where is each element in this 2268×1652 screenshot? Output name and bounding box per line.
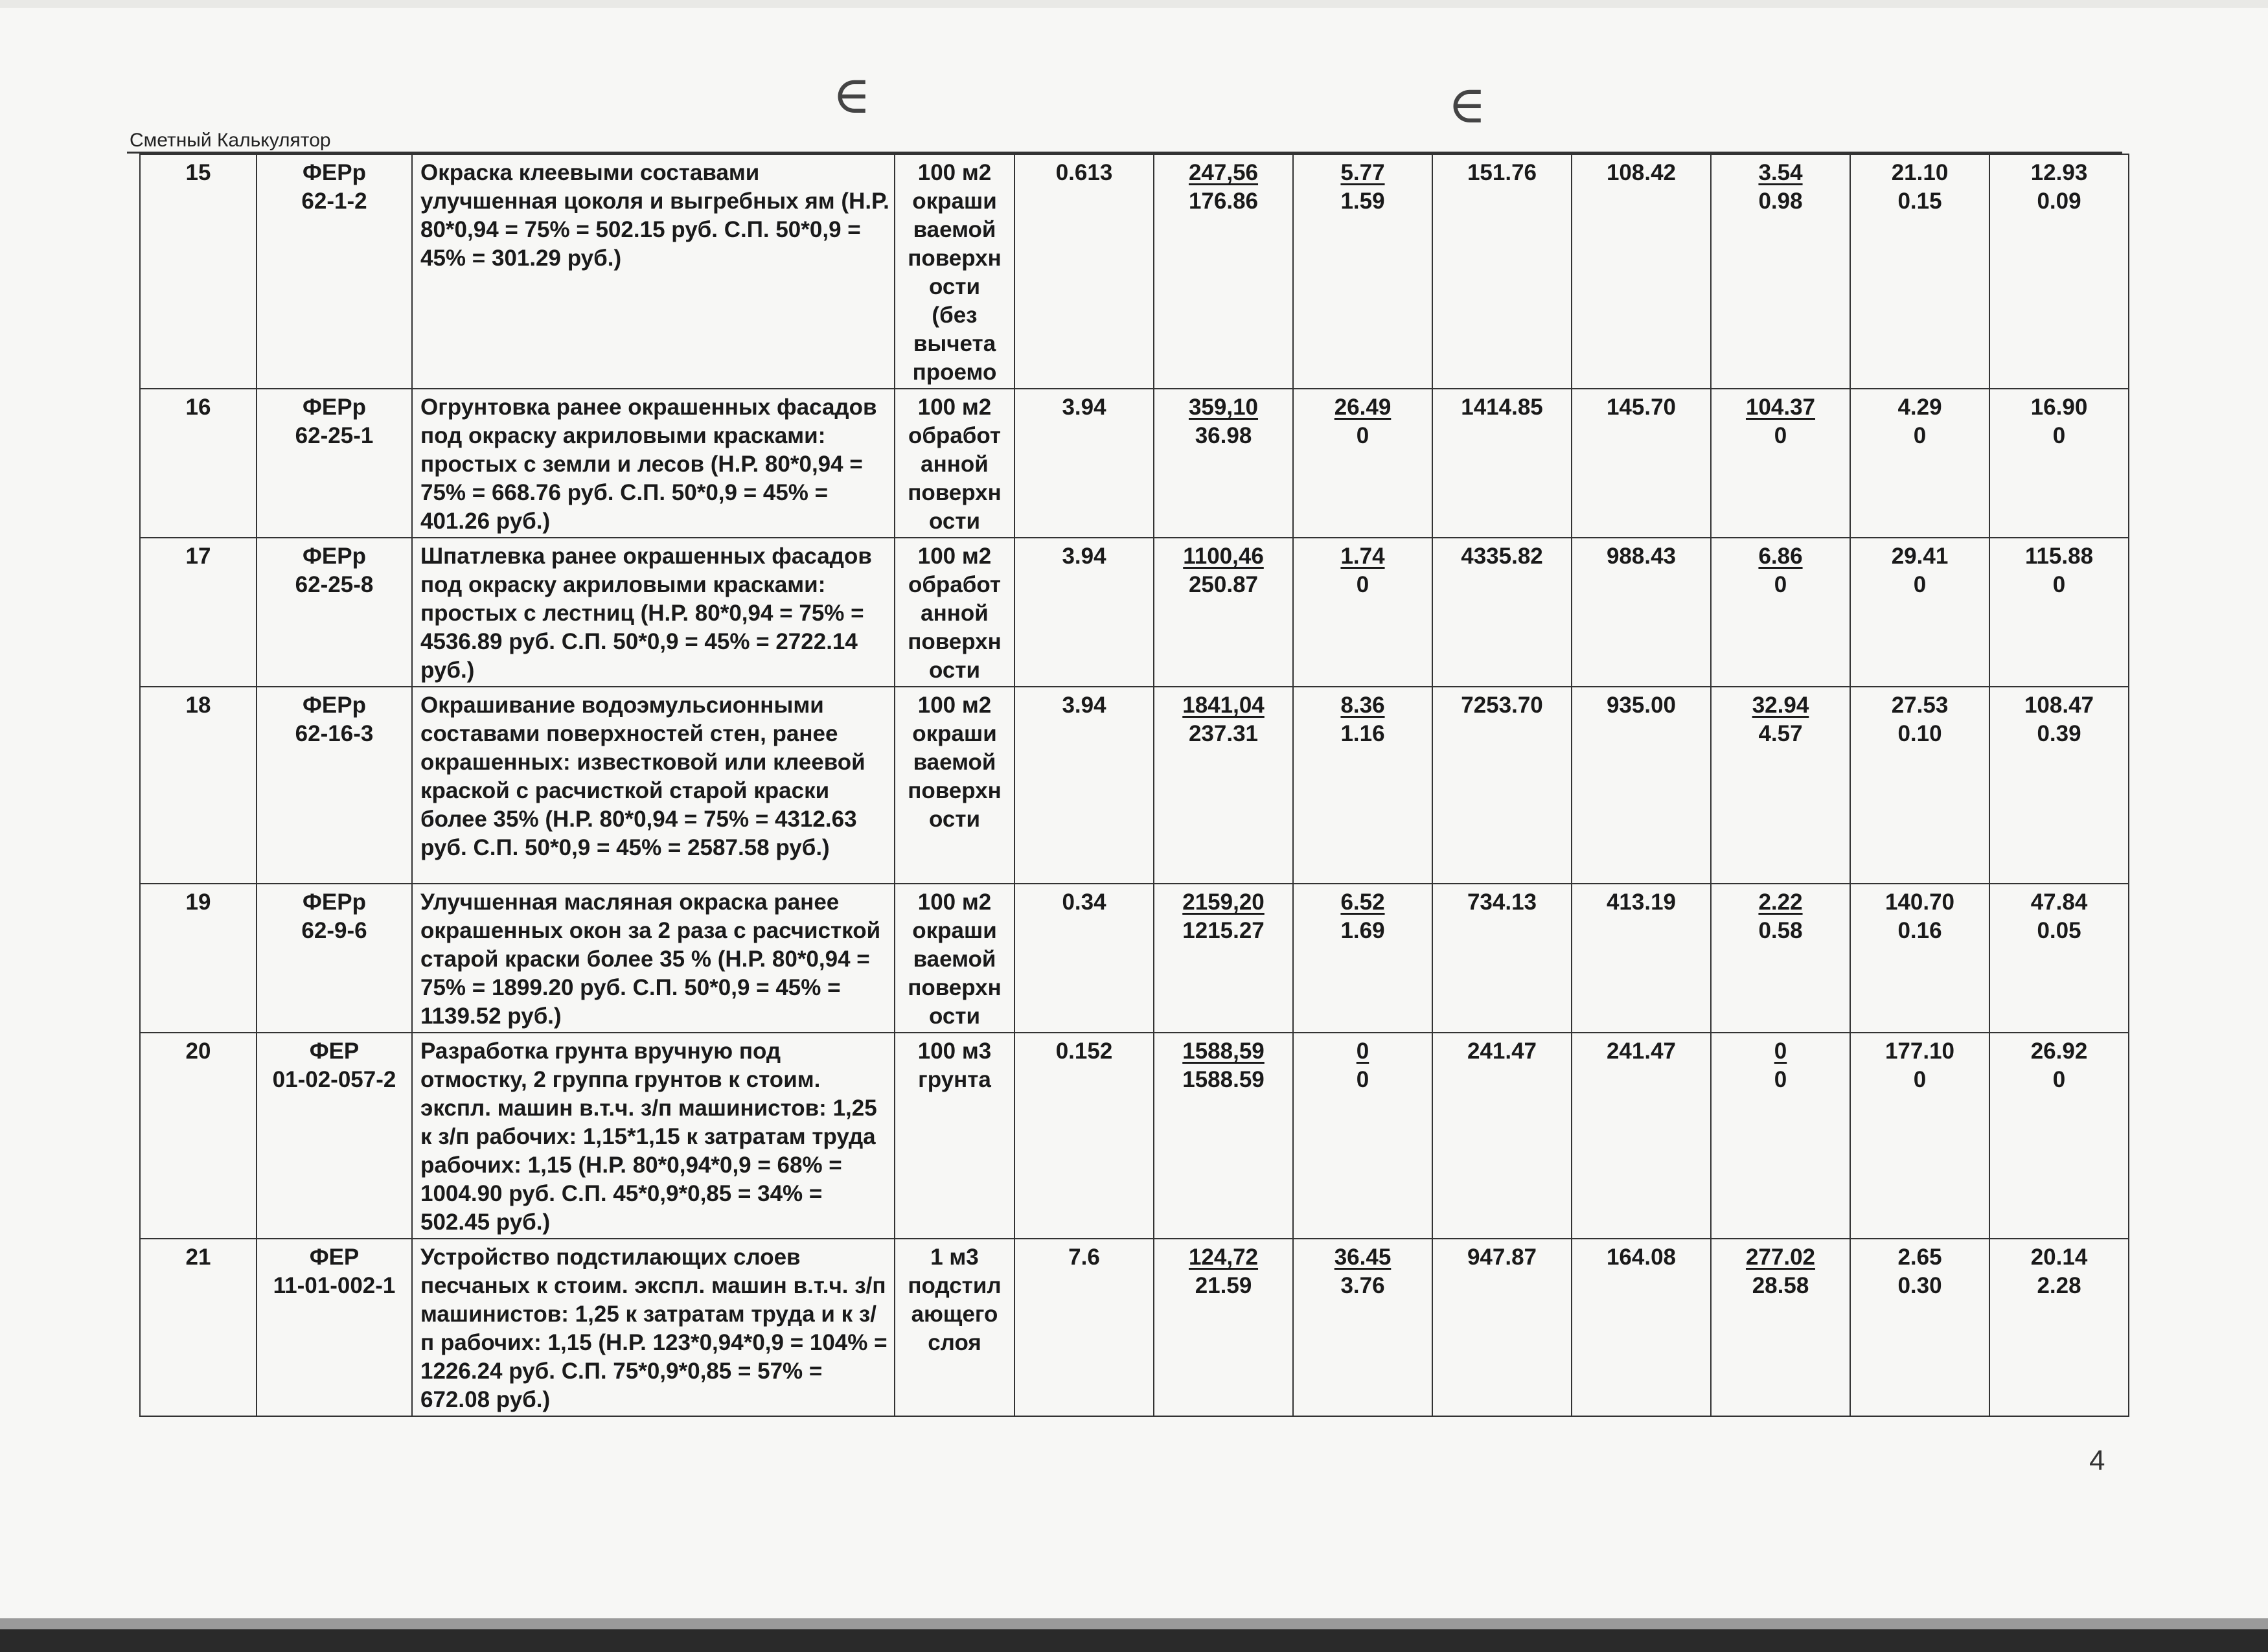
labor-cell-bottom: 0	[1913, 572, 1927, 597]
row-number-cell: 19	[140, 884, 257, 1033]
unit-cell: 100 м3 грунта	[895, 1033, 1014, 1239]
machine-total-cell-bottom: 0.98	[1758, 189, 1803, 214]
machine-total-cell	[1711, 1239, 1850, 1416]
machine-cost-cell	[1293, 538, 1432, 687]
labor-total-cell	[1989, 389, 2129, 538]
scan-bottom-edge	[0, 1629, 2268, 1652]
machine-total-cell-top: 6.86	[1758, 544, 1803, 569]
unit-cell: 100 м2 окраши ваемой поверхн ости	[895, 884, 1014, 1033]
quantity-cell: 0.613	[1014, 154, 1154, 389]
machine-cost-cell-top: 36.45	[1334, 1245, 1392, 1270]
row-number-cell: 18	[140, 687, 257, 884]
labor-total-cell-bottom: 0	[2052, 423, 2066, 448]
labor-cell-bottom: 0.30	[1897, 1273, 1942, 1298]
machine-total-cell	[1711, 1033, 1850, 1239]
work-description-cell: Устройство подстилающих слоев песчаных к стоим. экспл. машин в.т.ч. з/п машинистов: 1,25 к затратам труда и к з/п рабочих: 1,15 (Н.Р. 123*0,94*0,9 = 104% = 1226.24 руб. С.П. 75*0,9*0,85 = 57% = 672.08 руб.)	[412, 1239, 895, 1416]
labor-cell-top: 29.41	[1891, 544, 1949, 569]
work-description-cell: Огрунтовка ранее окрашенных фасадов под окраску акриловыми красками: простых с земли и лесов (Н.Р. 80*0,94 = 75% = 668.76 руб. С.П. 50*0,9 = 45% = 401.26 руб.)	[412, 389, 895, 538]
machine-total-cell-bottom: 0	[1774, 423, 1787, 448]
machine-total-cell-bottom: 0	[1774, 1067, 1787, 1092]
machine-cost-cell-bottom: 3.76	[1340, 1273, 1385, 1298]
machine-cost-cell-bottom: 1.59	[1340, 189, 1385, 214]
pen-mark-right: ∈	[1448, 75, 1487, 135]
labor-total-cell-bottom: 0.09	[2037, 189, 2081, 214]
labor-total-cell-bottom: 0	[2052, 1067, 2066, 1092]
row-number-cell: 20	[140, 1033, 257, 1239]
labor-total-cell-top: 20.14	[2030, 1245, 2088, 1270]
unit-cost-cell-bottom: 1588.59	[1182, 1067, 1265, 1092]
labor-cell-top: 2.65	[1897, 1245, 1942, 1270]
scan-bottom-shadow	[0, 1618, 2268, 1629]
machine-total-cell-top: 277.02	[1745, 1245, 1816, 1270]
quantity-cell: 3.94	[1014, 538, 1154, 687]
labor-cell	[1850, 1239, 1989, 1416]
labor-cell-top: 21.10	[1891, 160, 1949, 185]
work-description-cell: Разработка грунта вручную под отмостку, 2 группа грунтов к стоим. экспл. машин в.т.ч. з/п машинистов: 1,25 к з/п рабочих: 1,15*1,15 к затратам труда рабочих: 1,15 (Н.Р. 80*0,94*0,9 = 68% = 1004.90 руб. С.П. 45*0,9*0,85 = 34% = 502.45 руб.)	[412, 1033, 895, 1239]
total-cost-cell: 1414.85	[1432, 389, 1572, 538]
unit-cost-cell-top: 1841,04	[1182, 693, 1265, 718]
machine-total-cell	[1711, 884, 1850, 1033]
labor-cell	[1850, 687, 1989, 884]
unit-cost-cell	[1154, 884, 1293, 1033]
work-description-cell: Окрашивание водоэмульсионными составами поверхностей стен, ранее окрашенных: известковой или клеевой краской с расчисткой старой краски более 35% (Н.Р. 80*0,94 = 75% = 4312.63 руб. С.П. 50*0,9 = 45% = 2587.58 руб.)	[412, 687, 895, 884]
machine-total-cell-bottom: 0.58	[1758, 918, 1803, 943]
labor-cell-bottom: 0	[1913, 1067, 1927, 1092]
quantity-cell: 0.152	[1014, 1033, 1154, 1239]
machine-total-cell	[1711, 687, 1850, 884]
labor-cell-bottom: 0.10	[1897, 721, 1942, 746]
rate-code-cell: ФЕР 01-02-057-2	[257, 1033, 412, 1239]
labor-total-cell-top: 16.90	[2030, 395, 2088, 420]
unit-cost-cell-top: 1100,46	[1183, 544, 1264, 569]
labor-total-cell-top: 115.88	[2024, 544, 2094, 569]
scan-top-edge	[0, 0, 2268, 8]
labor-cell-top: 27.53	[1891, 693, 1949, 718]
work-description-cell: Окраска клеевыми составами улучшенная цоколя и выгребных ям (Н.Р. 80*0,94 = 75% = 502.15 руб. С.П. 50*0,9 = 45% = 301.29 руб.)	[412, 154, 895, 389]
work-description-cell: Шпатлевка ранее окрашенных фасадов под окраску акриловыми красками: простых с лестниц (Н.Р. 80*0,94 = 75% = 4536.89 руб. С.П. 50*0,9 = 45% = 2722.14 руб.)	[412, 538, 895, 687]
labor-cell-top: 140.70	[1884, 889, 1955, 915]
unit-cost-cell	[1154, 154, 1293, 389]
table-row	[140, 1033, 2129, 1239]
labor-total-cell	[1989, 884, 2129, 1033]
quantity-cell: 3.94	[1014, 687, 1154, 884]
labor-total-cell-bottom: 0.05	[2037, 918, 2081, 943]
machine-cost-cell	[1293, 1033, 1432, 1239]
table-row	[140, 884, 2129, 1033]
machine-cost-cell-top: 0	[1356, 1038, 1369, 1064]
work-description-cell: Улучшенная масляная окраска ранее окрашенных окон за 2 раза с расчисткой старой краски более 35 % (Н.Р. 80*0,94 = 75% = 1899.20 руб. С.П. 50*0,9 = 45% = 1139.52 руб.)	[412, 884, 895, 1033]
wages-cell: 145.70	[1572, 389, 1711, 538]
machine-cost-cell-top: 8.36	[1340, 693, 1385, 718]
wages-cell: 241.47	[1572, 1033, 1711, 1239]
row-number-cell: 21	[140, 1239, 257, 1416]
app-title: Сметный Калькулятор	[130, 130, 331, 151]
labor-total-cell-bottom: 0.39	[2037, 721, 2081, 746]
machine-total-cell-bottom: 0	[1774, 572, 1787, 597]
row-number-cell: 16	[140, 389, 257, 538]
machine-total-cell-top: 0	[1774, 1038, 1787, 1064]
labor-total-cell-top: 47.84	[2030, 889, 2088, 915]
machine-total-cell	[1711, 389, 1850, 538]
unit-cost-cell	[1154, 538, 1293, 687]
machine-cost-cell	[1293, 687, 1432, 884]
pen-mark-left: ∈	[832, 65, 871, 125]
wages-cell: 413.19	[1572, 884, 1711, 1033]
unit-cost-cell-top: 2159,20	[1182, 889, 1265, 915]
labor-cell-bottom: 0.16	[1897, 918, 1942, 943]
unit-cost-cell-bottom: 21.59	[1195, 1273, 1252, 1298]
machine-cost-cell	[1293, 884, 1432, 1033]
unit-cost-cell-top: 247,56	[1188, 160, 1259, 185]
labor-cell	[1850, 538, 1989, 687]
machine-total-cell-bottom: 28.58	[1752, 1273, 1809, 1298]
machine-cost-cell-top: 5.77	[1340, 160, 1385, 185]
wages-cell: 988.43	[1572, 538, 1711, 687]
labor-cell-top: 177.10	[1884, 1038, 1955, 1064]
machine-total-cell-top: 3.54	[1758, 160, 1803, 185]
wages-cell: 935.00	[1572, 687, 1711, 884]
machine-total-cell-top: 32.94	[1752, 693, 1809, 718]
labor-cell	[1850, 884, 1989, 1033]
total-cost-cell: 7253.70	[1432, 687, 1572, 884]
page-number: 4	[2089, 1445, 2105, 1476]
rate-code-cell: ФЕРр 62-9-6	[257, 884, 412, 1033]
machine-cost-cell	[1293, 154, 1432, 389]
labor-total-cell-bottom: 2.28	[2037, 1273, 2081, 1298]
machine-cost-cell-bottom: 0	[1356, 423, 1369, 448]
unit-cell: 100 м2 окраши ваемой поверхн ости (без вычета проемо	[895, 154, 1014, 389]
labor-total-cell-bottom: 0	[2052, 572, 2066, 597]
total-cost-cell: 4335.82	[1432, 538, 1572, 687]
labor-cell-top: 4.29	[1897, 395, 1942, 420]
unit-cost-cell	[1154, 389, 1293, 538]
row-number-cell: 17	[140, 538, 257, 687]
machine-total-cell	[1711, 538, 1850, 687]
table-row	[140, 389, 2129, 538]
machine-total-cell-top: 2.22	[1758, 889, 1803, 915]
labor-total-cell	[1989, 154, 2129, 389]
wages-cell: 108.42	[1572, 154, 1711, 389]
machine-total-cell	[1711, 154, 1850, 389]
total-cost-cell: 241.47	[1432, 1033, 1572, 1239]
unit-cost-cell-bottom: 36.98	[1195, 423, 1252, 448]
estimate-table	[139, 154, 2129, 1417]
rate-code-cell: ФЕРр 62-25-1	[257, 389, 412, 538]
machine-cost-cell-bottom: 1.69	[1340, 918, 1385, 943]
labor-cell	[1850, 389, 1989, 538]
table-row	[140, 538, 2129, 687]
machine-cost-cell	[1293, 1239, 1432, 1416]
unit-cost-cell	[1154, 1033, 1293, 1239]
labor-total-cell	[1989, 1239, 2129, 1416]
row-number-cell: 15	[140, 154, 257, 389]
rate-code-cell: ФЕРр 62-16-3	[257, 687, 412, 884]
unit-cost-cell	[1154, 687, 1293, 884]
total-cost-cell: 947.87	[1432, 1239, 1572, 1416]
unit-cost-cell	[1154, 1239, 1293, 1416]
quantity-cell: 0.34	[1014, 884, 1154, 1033]
unit-cost-cell-bottom: 250.87	[1188, 572, 1259, 597]
unit-cell: 1 м3 подстил ающего слоя	[895, 1239, 1014, 1416]
rate-code-cell: ФЕРр 62-1-2	[257, 154, 412, 389]
labor-cell	[1850, 154, 1989, 389]
machine-total-cell-top: 104.37	[1745, 395, 1816, 420]
machine-cost-cell-top: 1.74	[1340, 544, 1385, 569]
labor-cell-bottom: 0	[1913, 423, 1927, 448]
labor-cell-bottom: 0.15	[1897, 189, 1942, 214]
labor-cell	[1850, 1033, 1989, 1239]
total-cost-cell: 151.76	[1432, 154, 1572, 389]
unit-cell: 100 м2 окраши ваемой поверхн ости	[895, 687, 1014, 884]
rate-code-cell: ФЕР 11-01-002-1	[257, 1239, 412, 1416]
table-row	[140, 1239, 2129, 1416]
table-row	[140, 154, 2129, 389]
labor-total-cell-top: 108.47	[2024, 693, 2094, 718]
total-cost-cell: 734.13	[1432, 884, 1572, 1033]
machine-cost-cell-top: 6.52	[1340, 889, 1385, 915]
unit-cost-cell-bottom: 237.31	[1188, 721, 1259, 746]
unit-cost-cell-top: 359,10	[1188, 395, 1259, 420]
machine-total-cell-bottom: 4.57	[1758, 721, 1803, 746]
unit-cost-cell-bottom: 1215.27	[1182, 918, 1265, 943]
unit-cost-cell-top: 1588,59	[1182, 1038, 1265, 1064]
unit-cell: 100 м2 обработ анной поверхн ости	[895, 538, 1014, 687]
machine-cost-cell	[1293, 389, 1432, 538]
labor-total-cell	[1989, 687, 2129, 884]
labor-total-cell	[1989, 1033, 2129, 1239]
labor-total-cell-top: 26.92	[2030, 1038, 2088, 1064]
table-row	[140, 687, 2129, 884]
machine-cost-cell-bottom: 0	[1356, 572, 1369, 597]
quantity-cell: 7.6	[1014, 1239, 1154, 1416]
wages-cell: 164.08	[1572, 1239, 1711, 1416]
labor-total-cell	[1989, 538, 2129, 687]
unit-cost-cell-top: 124,72	[1188, 1245, 1259, 1270]
rate-code-cell: ФЕРр 62-25-8	[257, 538, 412, 687]
quantity-cell: 3.94	[1014, 389, 1154, 538]
labor-total-cell-top: 12.93	[2030, 160, 2088, 185]
unit-cell: 100 м2 обработ анной поверхн ости	[895, 389, 1014, 538]
machine-cost-cell-top: 26.49	[1334, 395, 1392, 420]
machine-cost-cell-bottom: 1.16	[1340, 721, 1385, 746]
machine-cost-cell-bottom: 0	[1356, 1067, 1369, 1092]
unit-cost-cell-bottom: 176.86	[1188, 189, 1259, 214]
